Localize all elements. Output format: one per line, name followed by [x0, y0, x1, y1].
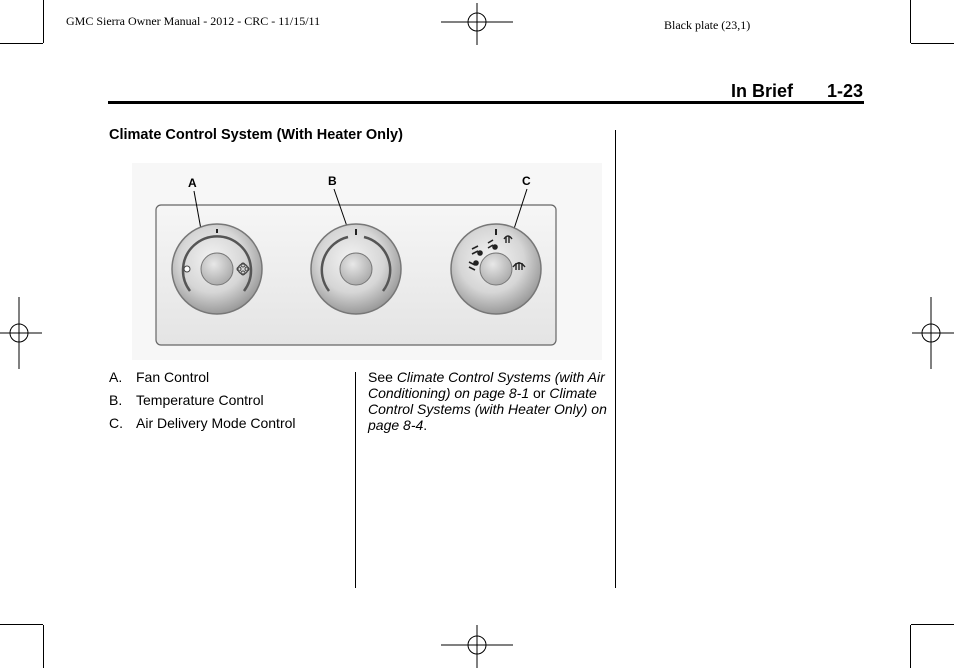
legend-key: C.	[109, 415, 123, 431]
plate-header-right: Black plate (23,1)	[664, 18, 751, 32]
registration-mark-bottom	[441, 625, 513, 668]
crop-mark	[0, 43, 43, 44]
crop-mark	[910, 0, 911, 43]
legend-item	[109, 415, 296, 438]
callout-a: A	[188, 176, 197, 190]
running-head-page: 1-23	[827, 81, 864, 101]
registration-mark-top	[441, 3, 513, 45]
column-divider	[355, 372, 356, 588]
see-lead: See	[368, 369, 397, 385]
crop-mark	[43, 625, 44, 668]
crop-mark	[911, 43, 954, 44]
registration-mark-right	[912, 297, 954, 369]
legend-label: Air Delivery Mode Control	[136, 415, 296, 431]
running-head-section: In Brief	[731, 81, 794, 101]
crop-mark	[0, 624, 43, 625]
air-delivery-mode-knob[interactable]	[451, 224, 541, 314]
reference-link-ac[interactable]: Climate Control Systems (with Air Conditioning) on page 8-1	[368, 369, 605, 401]
climate-control-figure	[132, 163, 602, 360]
fan-control-knob[interactable]	[172, 224, 262, 314]
see-reference	[368, 369, 608, 433]
header-rule	[108, 101, 864, 104]
crop-mark	[43, 0, 44, 43]
legend-key: B.	[109, 392, 123, 408]
legend-item	[109, 392, 296, 415]
registration-mark-left	[0, 297, 42, 369]
crop-mark	[911, 624, 954, 625]
callout-c: C	[522, 174, 531, 188]
legend-label: Temperature Control	[136, 392, 264, 408]
column-divider	[615, 130, 616, 588]
crop-mark	[910, 625, 911, 668]
section-title: Climate Control System (With Heater Only)	[109, 127, 403, 143]
legend-key: A.	[109, 369, 123, 385]
temperature-control-knob[interactable]	[311, 224, 401, 314]
legend-label: Fan Control	[136, 369, 210, 385]
see-mid: or	[529, 385, 550, 401]
reference-link-heater[interactable]: Climate Control Systems (with Heater Only) on page 8-4	[368, 385, 607, 433]
plate-header-left: GMC Sierra Owner Manual - 2012 - CRC - 11/15/11	[66, 14, 321, 28]
legend-item	[109, 369, 296, 392]
figure-legend	[109, 369, 296, 438]
callout-b: B	[328, 174, 337, 188]
see-end: .	[423, 417, 428, 433]
